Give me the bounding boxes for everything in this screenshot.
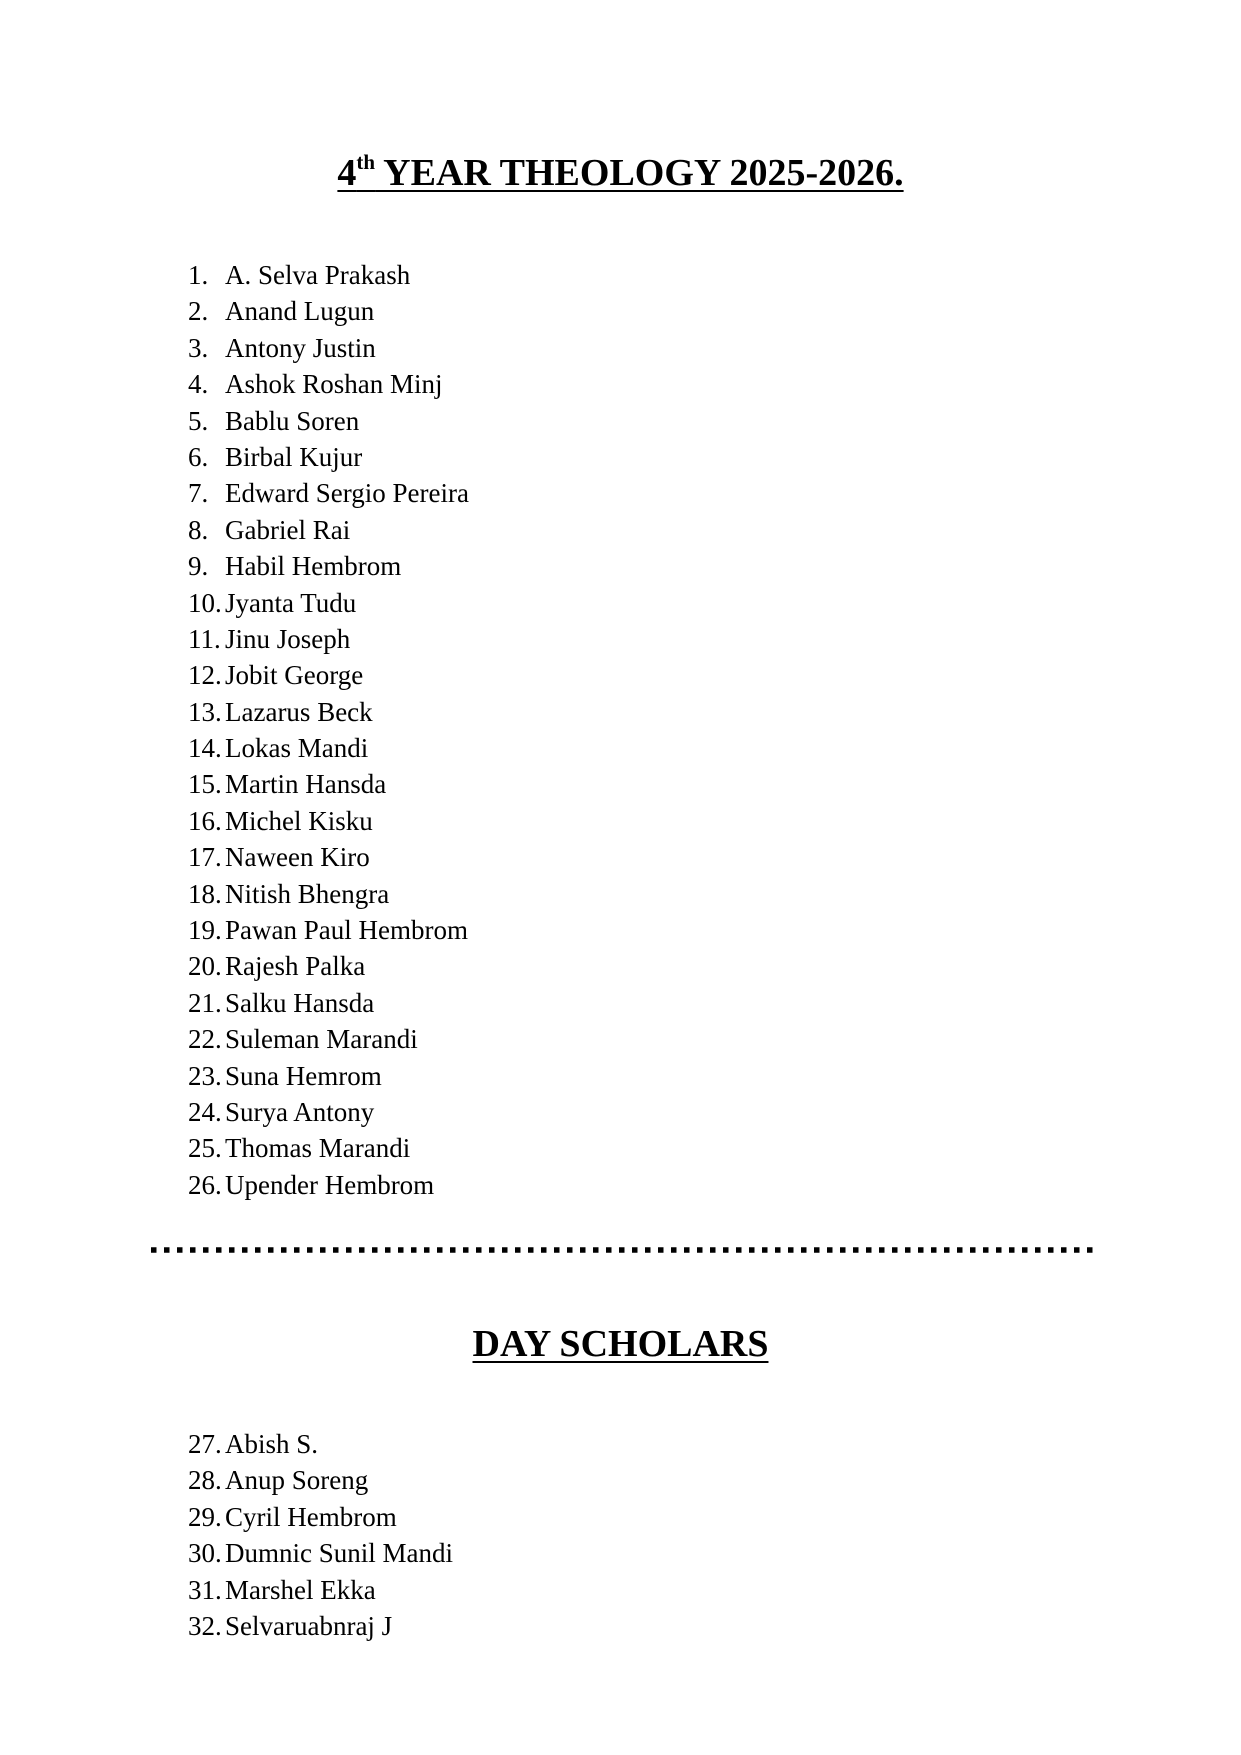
list-item-name: Jyanta Tudu: [225, 587, 357, 618]
list-item: [188, 985, 469, 1021]
list-item: [188, 585, 469, 621]
list-item-name: Thomas Marandi: [225, 1133, 411, 1164]
list-item: [188, 694, 469, 730]
list-item-number: 9.: [188, 551, 209, 582]
list-item: [188, 1608, 453, 1644]
list-item-number: 16.: [188, 805, 222, 836]
list-item-number: 14.: [188, 733, 222, 764]
list-item-number: 25.: [188, 1133, 222, 1164]
list-item-name: Naween Kiro: [225, 842, 370, 873]
list-item-number: 4.: [188, 369, 209, 400]
list-item-name: Cyril Hembrom: [225, 1501, 397, 1532]
list-item-number: 7.: [188, 478, 209, 509]
list-item: [188, 1462, 453, 1498]
list-item-number: 30.: [188, 1538, 222, 1569]
list-item-number: 26.: [188, 1169, 222, 1200]
list-item: [188, 1535, 453, 1571]
title-text: DAY SCHOLARS: [472, 1323, 769, 1365]
list-item: [188, 803, 469, 839]
list-item: [188, 512, 469, 548]
list-item-number: 1.: [188, 260, 209, 290]
list-item-name: Surya Antony: [225, 1096, 375, 1127]
list-item-number: 12.: [188, 660, 222, 691]
list-item-name: Jobit George: [225, 660, 364, 691]
list-item-number: 5.: [188, 405, 209, 436]
list-item-name: Marshel Ekka: [225, 1574, 376, 1605]
list-item: [188, 657, 469, 693]
list-item-name: Suleman Marandi: [225, 1024, 418, 1055]
list-item-name: Michel Kisku: [225, 805, 373, 836]
list-item-name: Gabriel Rai: [225, 514, 351, 545]
list-item-number: 10.: [188, 587, 222, 618]
list-item-number: 11.: [188, 623, 221, 654]
list-item-number: 8.: [188, 514, 209, 545]
list-item: [188, 621, 469, 657]
list-item-number: 31.: [188, 1574, 222, 1605]
list-item-name: Bablu Soren: [225, 405, 360, 436]
list-item-number: 28.: [188, 1465, 222, 1496]
list-item-number: 17.: [188, 842, 222, 873]
list-item: [188, 1058, 469, 1094]
list-item-number: 27.: [188, 1429, 222, 1459]
section-title-theology: [0, 150, 1241, 194]
list-item: [188, 1094, 469, 1130]
list-item-name: Salku Hansda: [225, 987, 375, 1018]
theology-name-list: [188, 257, 469, 1203]
list-item-name: Lazarus Beck: [225, 696, 373, 727]
list-item-number: 2.: [188, 296, 209, 327]
dotted-divider: [148, 1246, 1095, 1254]
list-item-name: Rajesh Palka: [225, 951, 366, 982]
list-item-name: Martin Hansda: [225, 769, 387, 800]
list-item-name: Selvaruabnraj J: [225, 1610, 393, 1641]
list-item-number: 23.: [188, 1060, 222, 1091]
list-item-name: Suna Hemrom: [225, 1060, 382, 1091]
list-item-number: 24.: [188, 1096, 222, 1127]
list-item-name: Edward Sergio Pereira: [225, 478, 469, 509]
list-item-number: 15.: [188, 769, 222, 800]
list-item: [188, 475, 469, 511]
list-item: [188, 1499, 453, 1535]
list-item: [188, 257, 469, 293]
list-item-number: 22.: [188, 1024, 222, 1055]
list-item-name: Lokas Mandi: [225, 733, 369, 764]
list-item: [188, 1572, 453, 1608]
day-scholars-name-list: [188, 1426, 453, 1644]
list-item: [188, 839, 469, 875]
list-item-name: Birbal Kujur: [225, 441, 363, 472]
list-item-name: Dumnic Sunil Mandi: [225, 1538, 453, 1569]
list-item: [188, 330, 469, 366]
list-item-number: 3.: [188, 332, 209, 363]
list-item-number: 29.: [188, 1501, 222, 1532]
title-year-number: 4: [337, 152, 357, 194]
list-item-number: 32.: [188, 1610, 222, 1641]
list-item: [188, 1130, 469, 1166]
list-item-number: 20.: [188, 951, 222, 982]
list-item: [188, 1021, 469, 1057]
list-item-number: 6.: [188, 441, 209, 472]
list-item-name: Pawan Paul Hembrom: [225, 915, 468, 946]
list-item: [188, 1167, 469, 1203]
list-item-number: 19.: [188, 915, 222, 946]
list-item-number: 13.: [188, 696, 222, 727]
list-item-name: Habil Hembrom: [225, 551, 402, 582]
list-item-name: A. Selva Prakash: [225, 260, 411, 290]
list-item: [188, 912, 469, 948]
list-item-name: Anup Soreng: [225, 1465, 369, 1496]
section-title-day-scholars: [0, 1325, 1241, 1363]
list-item: [188, 548, 469, 584]
list-item-number: 18.: [188, 878, 222, 909]
list-item-name: Antony Justin: [225, 332, 376, 363]
list-item: [188, 766, 469, 802]
list-item: [188, 730, 469, 766]
list-item: [188, 293, 469, 329]
list-item-name: Nitish Bhengra: [225, 878, 390, 909]
list-item: [188, 403, 469, 439]
list-item-name: Upender Hembrom: [225, 1169, 435, 1200]
list-item: [188, 1426, 453, 1462]
list-item-name: Jinu Joseph: [225, 623, 351, 654]
title-text: YEAR THEOLOGY 2025-2026.: [375, 152, 904, 194]
list-item-number: 21.: [188, 987, 222, 1018]
list-item-name: Abish S.: [225, 1429, 319, 1459]
list-item: [188, 366, 469, 402]
title-ordinal-suffix: th: [356, 150, 376, 175]
list-item-name: Ashok Roshan Minj: [225, 369, 443, 400]
list-item-name: Anand Lugun: [225, 296, 375, 327]
list-item: [188, 876, 469, 912]
list-item: [188, 948, 469, 984]
list-item: [188, 439, 469, 475]
